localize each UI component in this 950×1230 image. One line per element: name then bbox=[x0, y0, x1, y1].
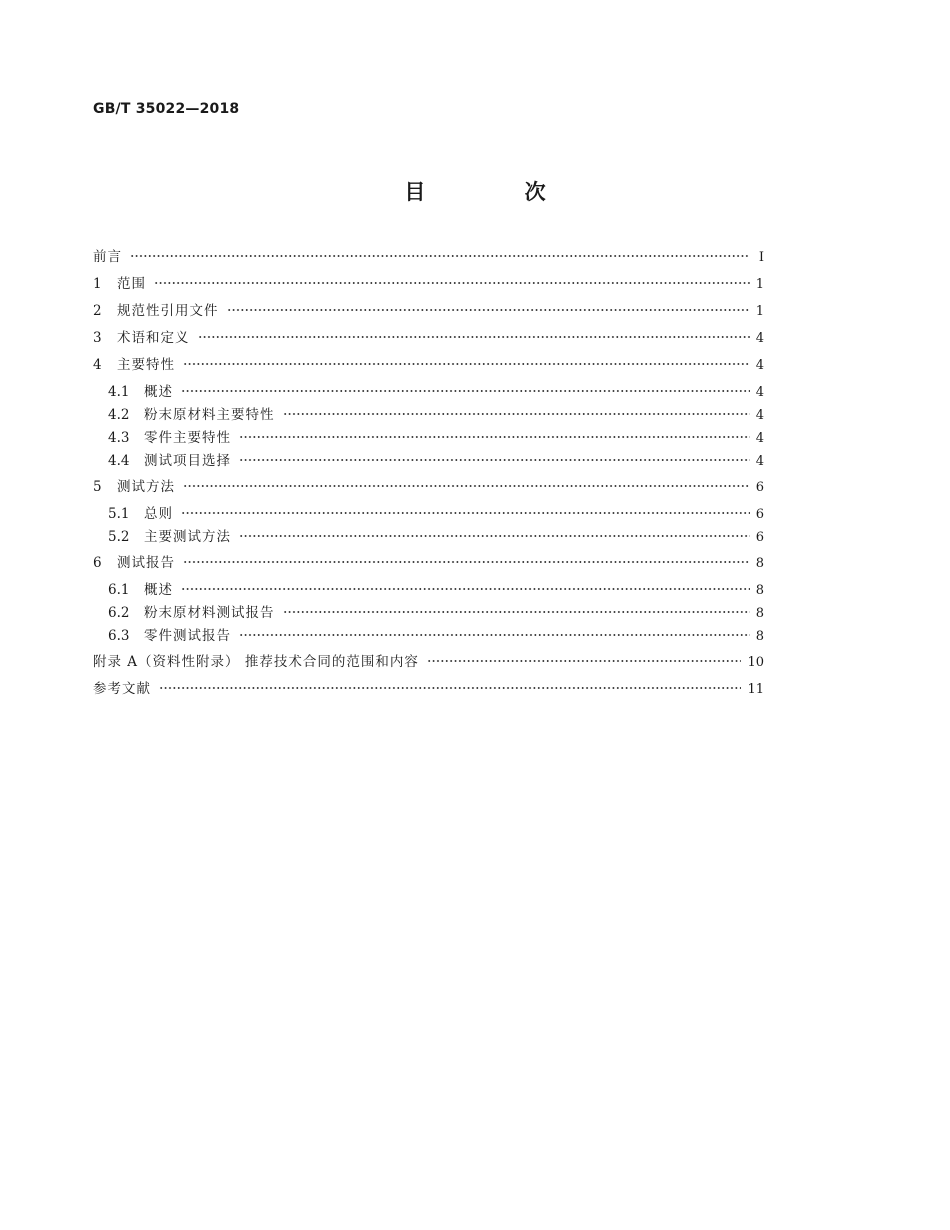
toc-entry-page: 6 bbox=[755, 480, 764, 495]
toc-entry-label: 总则 bbox=[144, 506, 173, 522]
toc-entry-page: 1 bbox=[755, 304, 764, 319]
toc-entry-page: 4 bbox=[755, 431, 764, 446]
toc-entry-number: 4.1 bbox=[108, 384, 130, 400]
toc-entry-label: 测试项目选择 bbox=[144, 453, 231, 469]
toc-entry-page: 4 bbox=[755, 408, 764, 423]
toc-entry[interactable] bbox=[93, 552, 764, 574]
toc-entry[interactable] bbox=[93, 678, 764, 700]
toc-entry[interactable] bbox=[108, 427, 764, 449]
toc-entry-number: 4 bbox=[93, 357, 102, 373]
toc-entry-page: 10 bbox=[747, 655, 764, 670]
toc-entry-page: Ⅰ bbox=[758, 250, 764, 265]
toc-dot-leader bbox=[239, 633, 750, 637]
toc-entry-number: 5 bbox=[93, 479, 102, 495]
toc-entry-page: 8 bbox=[755, 606, 764, 621]
toc-entry-page: 8 bbox=[755, 556, 764, 571]
toc-dot-leader bbox=[183, 484, 750, 488]
toc-entry-number: 2 bbox=[93, 303, 102, 319]
toc-entry-label: 粉末原材料主要特性 bbox=[144, 407, 275, 423]
toc-entry-number: 4.3 bbox=[108, 430, 130, 446]
toc-entry-label: 术语和定义 bbox=[117, 330, 190, 346]
toc-entry-label: 前言 bbox=[93, 249, 122, 265]
toc-entry[interactable] bbox=[108, 526, 764, 548]
toc-entry[interactable] bbox=[108, 450, 764, 472]
toc-entry-number: 6.3 bbox=[108, 628, 130, 644]
toc-dot-leader bbox=[227, 308, 750, 312]
toc-dot-leader bbox=[181, 511, 750, 515]
toc-dot-leader bbox=[159, 686, 741, 690]
toc-entry-page: 4 bbox=[755, 385, 764, 400]
toc-entry-label: 概述 bbox=[144, 582, 173, 598]
toc-title: 目 次 bbox=[404, 180, 592, 204]
toc-entry-label: 粉末原材料测试报告 bbox=[144, 605, 275, 621]
toc-entry[interactable] bbox=[108, 503, 764, 525]
toc-entry-page: 6 bbox=[755, 530, 764, 545]
toc-entry-label: 测试方法 bbox=[117, 479, 175, 495]
toc-entry[interactable] bbox=[93, 246, 764, 268]
toc-entry-page: 6 bbox=[755, 507, 764, 522]
toc-dot-leader bbox=[427, 659, 742, 663]
toc-entry[interactable] bbox=[93, 651, 764, 673]
toc-entry-page: 11 bbox=[747, 682, 764, 697]
toc-entry-page: 4 bbox=[755, 454, 764, 469]
toc-entry-number: 6.2 bbox=[108, 605, 130, 621]
toc-entry-page: 8 bbox=[755, 583, 764, 598]
toc-dot-leader bbox=[283, 412, 750, 416]
toc-entry[interactable] bbox=[93, 300, 764, 322]
toc-entry-page: 4 bbox=[755, 358, 764, 373]
toc-entry-number: 6 bbox=[93, 555, 102, 571]
toc-dot-leader bbox=[239, 435, 750, 439]
toc-dot-leader bbox=[198, 335, 750, 339]
toc-entry[interactable] bbox=[93, 273, 764, 295]
toc-entry-label: 范围 bbox=[117, 276, 146, 292]
toc-entry-label: 零件测试报告 bbox=[144, 628, 231, 644]
toc-entry[interactable] bbox=[93, 354, 764, 376]
toc-entry[interactable] bbox=[108, 602, 764, 624]
toc-dot-leader bbox=[239, 534, 750, 538]
toc-entry[interactable] bbox=[108, 579, 764, 601]
toc-entry-label: 主要特性 bbox=[117, 357, 175, 373]
toc-entry-number: 5.2 bbox=[108, 529, 130, 545]
toc-entry-number: 5.1 bbox=[108, 506, 130, 522]
toc-entry-page: 8 bbox=[755, 629, 764, 644]
toc-entry-number: 1 bbox=[93, 276, 102, 292]
toc-dot-leader bbox=[181, 389, 750, 393]
standard-code: GB/T 35022—2018 bbox=[93, 101, 240, 117]
toc-entry-label: 概述 bbox=[144, 384, 173, 400]
toc-entry-label: 测试报告 bbox=[117, 555, 175, 571]
toc-entry-number: 4.4 bbox=[108, 453, 130, 469]
toc-entry-number: 3 bbox=[93, 330, 102, 346]
toc-entry-label: 主要测试方法 bbox=[144, 529, 231, 545]
toc-entry-number: 4.2 bbox=[108, 407, 130, 423]
toc-entry-label: 附录 A（资料性附录） 推荐技术合同的范围和内容 bbox=[93, 654, 419, 670]
toc-entry-label: 参考文献 bbox=[93, 681, 151, 697]
toc-entry[interactable] bbox=[108, 625, 764, 647]
toc-dot-leader bbox=[183, 560, 750, 564]
toc-entry[interactable] bbox=[108, 404, 764, 426]
toc-entry[interactable] bbox=[93, 476, 764, 498]
toc-entry-page: 1 bbox=[755, 277, 764, 292]
toc-dot-leader bbox=[154, 281, 750, 285]
toc-dot-leader bbox=[183, 362, 750, 366]
toc-entry-label: 零件主要特性 bbox=[144, 430, 231, 446]
toc-dot-leader bbox=[283, 610, 750, 614]
toc-entry-label: 规范性引用文件 bbox=[117, 303, 219, 319]
toc-dot-leader bbox=[239, 458, 750, 462]
toc-dot-leader bbox=[130, 254, 750, 258]
toc-entry-page: 4 bbox=[755, 331, 764, 346]
toc-entry[interactable] bbox=[108, 381, 764, 403]
toc-entry[interactable] bbox=[93, 327, 764, 349]
toc-entry-number: 6.1 bbox=[108, 582, 130, 598]
toc-dot-leader bbox=[181, 587, 750, 591]
